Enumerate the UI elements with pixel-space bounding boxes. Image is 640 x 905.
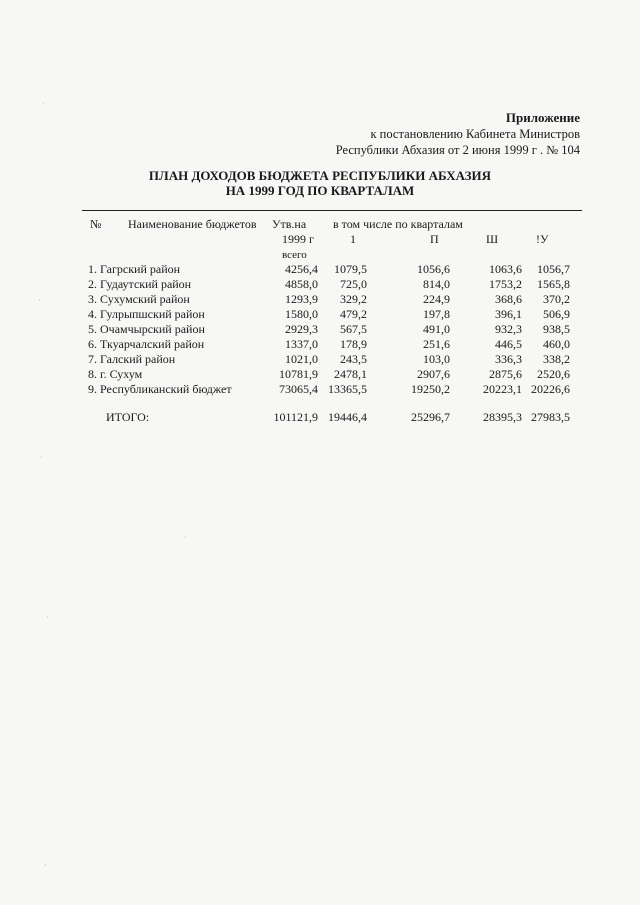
- row-q3: 396,1: [495, 307, 522, 321]
- scan-speck: ·: [184, 532, 187, 542]
- row-q3: 368,6: [495, 292, 522, 306]
- row-q2: 197,8: [423, 307, 450, 321]
- row-q2: 19250,2: [411, 382, 450, 396]
- row-q1: 1079,5: [334, 262, 367, 276]
- row-total: 1580,0: [285, 307, 318, 321]
- row-name: 3. Сухумский район: [88, 292, 190, 306]
- row-q2: 1056,6: [417, 262, 450, 276]
- scan-speck: ·: [46, 612, 49, 622]
- table-row: [0, 307, 640, 322]
- table-row: [0, 367, 640, 382]
- appendix-block: [336, 110, 580, 158]
- row-q2: 491,0: [423, 322, 450, 336]
- document-title: [0, 168, 640, 198]
- total-q2: 25296,7: [411, 410, 450, 424]
- row-q1: 479,2: [340, 307, 367, 321]
- row-q4: 1565,8: [537, 277, 570, 291]
- appendix-line-2: Республики Абхазия от 2 июня 1999 г . № 104: [335, 143, 580, 157]
- table-row: [0, 277, 640, 292]
- row-total: 73065,4: [279, 382, 318, 396]
- row-name: 6. Ткуарчалский район: [88, 337, 205, 351]
- row-q2: 2907,6: [417, 367, 450, 381]
- row-q3: 336,3: [495, 352, 522, 366]
- header-approved-line-1: Утв.на: [272, 217, 307, 231]
- header-q4: !У: [536, 232, 549, 246]
- header-q1: 1: [350, 232, 356, 246]
- row-q1: 567,5: [340, 322, 367, 336]
- row-q4: 20226,6: [531, 382, 570, 396]
- row-total: 2929,3: [285, 322, 318, 336]
- row-q2: 224,9: [423, 292, 450, 306]
- table-row: [0, 337, 640, 352]
- row-name: 9. Республиканский бюджет: [88, 382, 232, 396]
- row-q3: 932,3: [495, 322, 522, 336]
- appendix-line-1: к постановлению Кабинета Министров: [370, 127, 580, 141]
- scan-speck: ·: [42, 98, 45, 108]
- row-q2: 814,0: [423, 277, 450, 291]
- row-q1: 243,5: [340, 352, 367, 366]
- scan-speck: ·: [40, 452, 43, 462]
- header-q2: П: [430, 232, 439, 246]
- header-name: Наименование бюджетов: [128, 217, 257, 231]
- header-number: №: [90, 217, 102, 231]
- row-q4: 338,2: [543, 352, 570, 366]
- total-q1: 19446,4: [328, 410, 367, 424]
- row-q4: 938,5: [543, 322, 570, 336]
- row-q3: 446,5: [495, 337, 522, 351]
- row-q3: 20223,1: [483, 382, 522, 396]
- row-q1: 2478,1: [334, 367, 367, 381]
- scan-speck: ·: [44, 860, 47, 870]
- row-q1: 725,0: [340, 277, 367, 291]
- row-q3: 2875,6: [489, 367, 522, 381]
- table-row: [0, 352, 640, 367]
- total-approved: 101121,9: [273, 410, 318, 424]
- row-name: 7. Галский район: [88, 352, 176, 366]
- row-q2: 103,0: [423, 352, 450, 366]
- title-line-1: ПЛАН ДОХОДОВ БЮДЖЕТА РЕСПУБЛИКИ АБХАЗИЯ: [148, 168, 492, 183]
- row-q1: 13365,5: [328, 382, 367, 396]
- total-q3: 28395,3: [483, 410, 522, 424]
- row-q4: 1056,7: [537, 262, 570, 276]
- table-top-rule: [82, 210, 582, 211]
- row-name: 8. г. Сухум: [88, 367, 143, 381]
- row-q1: 178,9: [340, 337, 367, 351]
- header-q3: Ш: [486, 232, 499, 246]
- row-q3: 1063,6: [489, 262, 522, 276]
- row-total: 1021,0: [285, 352, 318, 366]
- row-q4: 370,2: [543, 292, 570, 306]
- row-total: 4256,4: [285, 262, 318, 276]
- row-total: 1293,9: [285, 292, 318, 306]
- row-q1: 329,2: [340, 292, 367, 306]
- total-row: [0, 410, 640, 425]
- row-name: 1. Гагрский район: [88, 262, 181, 276]
- total-label: ИТОГО:: [106, 410, 150, 424]
- row-q4: 460,0: [543, 337, 570, 351]
- row-name: 5. Очамчырский район: [88, 322, 205, 336]
- table-row: [0, 382, 640, 397]
- row-q4: 506,9: [543, 307, 570, 321]
- row-name: 4. Гулрыпшский район: [88, 307, 205, 321]
- row-q4: 2520,6: [537, 367, 570, 381]
- header-quarters-group: в том числе по кварталам: [333, 217, 463, 231]
- table-row: [0, 322, 640, 337]
- row-q2: 251,6: [423, 337, 450, 351]
- row-total: 1337,0: [285, 337, 318, 351]
- scan-speck: ·: [38, 295, 41, 305]
- row-name: 2. Гудаутский район: [88, 277, 192, 291]
- appendix-heading: Приложение: [505, 110, 580, 125]
- table-row: [0, 292, 640, 307]
- row-q3: 1753,2: [489, 277, 522, 291]
- total-q4: 27983,5: [531, 410, 570, 424]
- row-total: 10781,9: [279, 367, 318, 381]
- header-approved-line-3: всего: [282, 249, 307, 261]
- title-line-2: НА 1999 ГОД ПО КВАРТАЛАМ: [225, 183, 415, 198]
- table-row: [0, 262, 640, 277]
- row-total: 4858,0: [285, 277, 318, 291]
- header-approved-line-2: 1999 г: [282, 232, 314, 246]
